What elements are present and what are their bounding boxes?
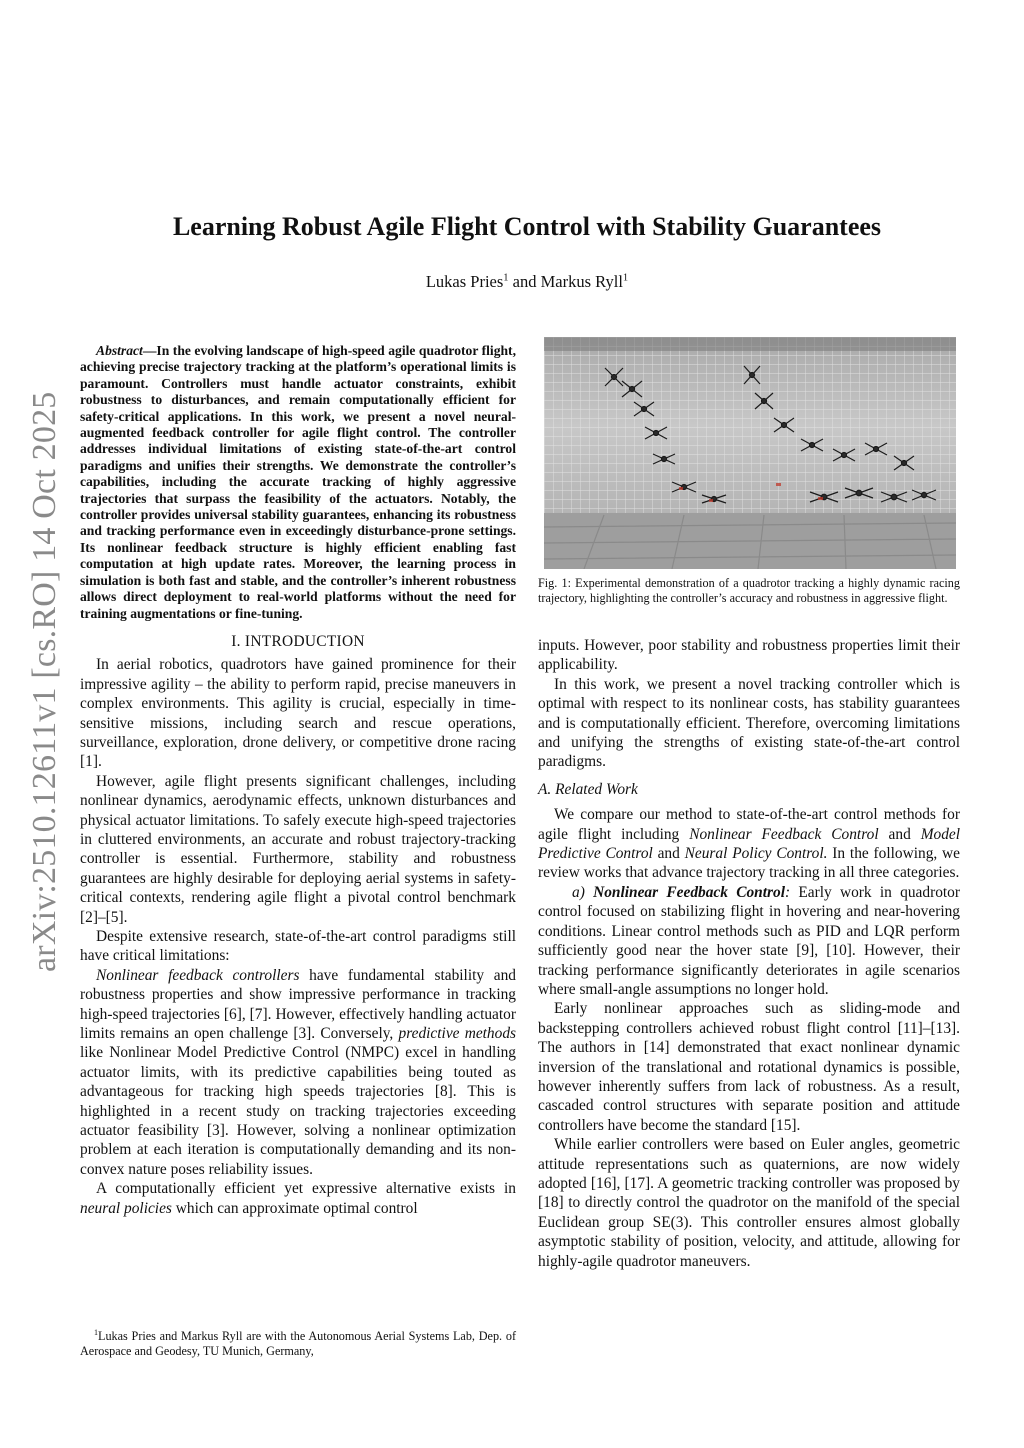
- intro-paragraph-4: [80, 966, 516, 1179]
- left-column: [80, 343, 516, 1218]
- right-column: [538, 636, 960, 1271]
- arxiv-identifier: arXiv:2510.12611v1 [cs.RO] 14 Oct 2025: [26, 391, 63, 972]
- right-paragraph-1: inputs. However, poor stability and robustness properties limit their applicability.: [538, 637, 960, 674]
- right-paragraph-2: In this work, we present a novel tracking controller which is optimal with respect to its nonlinear costs, has stability guarantees and is computationally efficient. Therefore, overcoming limitations and unifying the strengths of existing state-of-the-art control paradigms.: [538, 675, 960, 771]
- right-paragraph-3-text-b: and: [878, 825, 921, 843]
- term-neural-policy-control: Neural Policy Control.: [684, 845, 828, 863]
- author-line: [80, 272, 974, 292]
- subsection-heading-related-work: A. Related Work: [538, 780, 638, 798]
- term-predictive-methods: predictive methods: [398, 1025, 516, 1043]
- section-heading-introduction: I. INTRODUCTION: [231, 632, 365, 650]
- intro-paragraph-3: Despite extensive research, state-of-the-art control paradigms still have critical limitations:: [80, 928, 516, 965]
- quadrotor-photo-illustration: [544, 337, 956, 569]
- right-paragraph-3: [538, 805, 960, 883]
- right-paragraph-4-text: Early work in quadrotor control focused on stabilizing flight in hovering and near-hovering conditions. Linear control methods such as PID and LQR perform sufficiently good near the hover state [9], [10]. However, their tracking performance significantly deteriorates in agile scenarios where small-angle assumptions no longer hold.: [538, 883, 960, 998]
- intro-paragraph-4-text-b: like Nonlinear Model Predictive Control (NMPC) excel in handling actuator limits, with its predictive capabilities being touted as advantageous for tracking high speeds trajectories [8]. This is highlighted in a recent study on tracking trajectories exceeding actuator feasibility [3]. However, solving a nonlinear optimization problem at each iteration is computationally demanding and its non-convex nature poses reliability issues.: [80, 1044, 516, 1178]
- term-nonlinear-feedback: Nonlinear feedback controllers: [96, 966, 300, 984]
- term-model-predictive-control: Model Predictive Control: [538, 825, 961, 863]
- intro-paragraph-2: However, agile flight presents significant challenges, including nonlinear dynamics, aerodynamic effects, unknown disturbances and physical actuator limitations. To safely execute high-speed trajectories in cluttered environments, an accurate and robust trajectory-tracking controller is essential. Furthermore, stability and robustness guarantees are highly desirable for deploying aerial systems in safety-critical contexts, rendering agile flight a pivotal control benchmark [2]–[5].: [80, 772, 516, 926]
- intro-paragraph-5-text-a: A computationally efficient yet expressive alternative exists in: [96, 1180, 516, 1198]
- footnote-mark: 1: [94, 1328, 98, 1337]
- author-conjunction: and: [512, 272, 537, 291]
- term-nonlinear-feedback-control: Nonlinear Feedback Control: [689, 825, 879, 843]
- author-1-affiliation: 1: [503, 272, 509, 284]
- right-paragraph-3-text-d: In the following, we review works that advance trajectory tracking in all three categories.: [538, 845, 960, 882]
- right-paragraph-6: While earlier controllers were based on Euler angles, geometric attitude representations such as quaternions, are now widely adopted [16], [17]. A geometric tracking controller was proposed by [18] to directly control the quadrotor on the manifold of the special Euclidean group SE(3). This controller ensures almost globally asymptotic stability of position, velocity, and attitude, allowing for highly-agile quadrotor maneuvers.: [538, 1136, 960, 1270]
- paragraph-heading-colon: :: [784, 883, 791, 901]
- intro-paragraph-5-text-b: which can approximate optimal control: [171, 1199, 418, 1217]
- intro-paragraph-5: [80, 1179, 516, 1218]
- abstract: [80, 343, 516, 622]
- footnote: [80, 1325, 516, 1359]
- intro-paragraph-1: In aerial robotics, quadrotors have gained prominence for their impressive agility – the ability to perform rapid, precise maneuvers in complex environments. This agility is crucial, especially in time-sensitive missions, including search and rescue operations, surveillance, exploration, drone delivery, or competitive drone racing [1].: [80, 656, 516, 771]
- figure-quadrotor-photo: [544, 337, 956, 569]
- intro-paragraph-4-text-a: have fundamental stability and robustness properties and show impressive performance in tracking high-speed trajectories [6], [7]. However, effectively handling actuator limits remains an open challenge [3]. Conversely,: [80, 966, 516, 1043]
- term-neural-policies: neural policies: [80, 1199, 172, 1217]
- paragraph-label-a: a): [572, 883, 594, 901]
- author-2: Markus Ryll: [540, 272, 623, 291]
- author-2-affiliation: 1: [622, 272, 629, 284]
- footnote-text: Lukas Pries and Markus Ryll are with the Autonomous Aerial Systems Lab, Dep. of Aerospace and Geodesy, TU Munich, Germany,: [80, 1329, 516, 1359]
- abstract-label: Abstract: [96, 343, 143, 358]
- abstract-text: In the evolving landscape of high-speed agile quadrotor flight, achieving precise trajectory tracking at the platform’s operational limits is paramount. Controllers must handle actuator constraints, exhibit robustness to disturbances, and remain computationally efficient for safety-critical applications. In this work, we present a novel neural-augmented feedback controller for agile flight control. The controller addresses individual limitations of existing state-of-the-art control paradigms and unifies their strengths. We demonstrate the controller’s capabilities, including the accurate tracking of highly aggressive trajectories that surpass the feasibility of the actuators. Notably, the controller provides universal stability guarantees, enhancing its robustness and tracking performance even in exceedingly disturbance-prone settings. Its nonlinear feedback structure is highly efficient enabling fast computation at high update rates. Moreover, the learning process in simulation is both fast and stable, and the controller’s inherent robustness allows direct deployment to real-world platforms without the need for training augmentations or fine-tuning.: [80, 343, 516, 621]
- right-paragraph-3-text-a: We compare our method to state-of-the-art control methods for agile flight including: [538, 806, 960, 843]
- author-1: Lukas Pries: [425, 272, 504, 291]
- right-paragraph-3-text-c: and: [652, 845, 685, 863]
- right-paragraph-5: Early nonlinear approaches such as sliding-mode and backstepping controllers achieved robust flight control [11]–[13]. The authors in [14] demonstrated that exact nonlinear dynamic inversion of the translational and rotational dynamics is possible, however inherently suffers from lack of robustness. As a result, cascaded control structures with separate position and attitude controllers have become the standard [15].: [538, 1000, 960, 1134]
- paragraph-heading-nonlinear-feedback: Nonlinear Feedback Control: [593, 883, 785, 901]
- figure-caption: Fig. 1: Experimental demonstration of a quadrotor tracking a highly dynamic racing trajectory, highlighting the controller’s accuracy and robustness in aggressive flight.: [538, 576, 960, 605]
- paper-title: Learning Robust Agile Flight Control with Stability Guarantees: [172, 212, 882, 241]
- right-paragraph-4: [538, 883, 960, 999]
- abstract-dash: —: [142, 343, 157, 358]
